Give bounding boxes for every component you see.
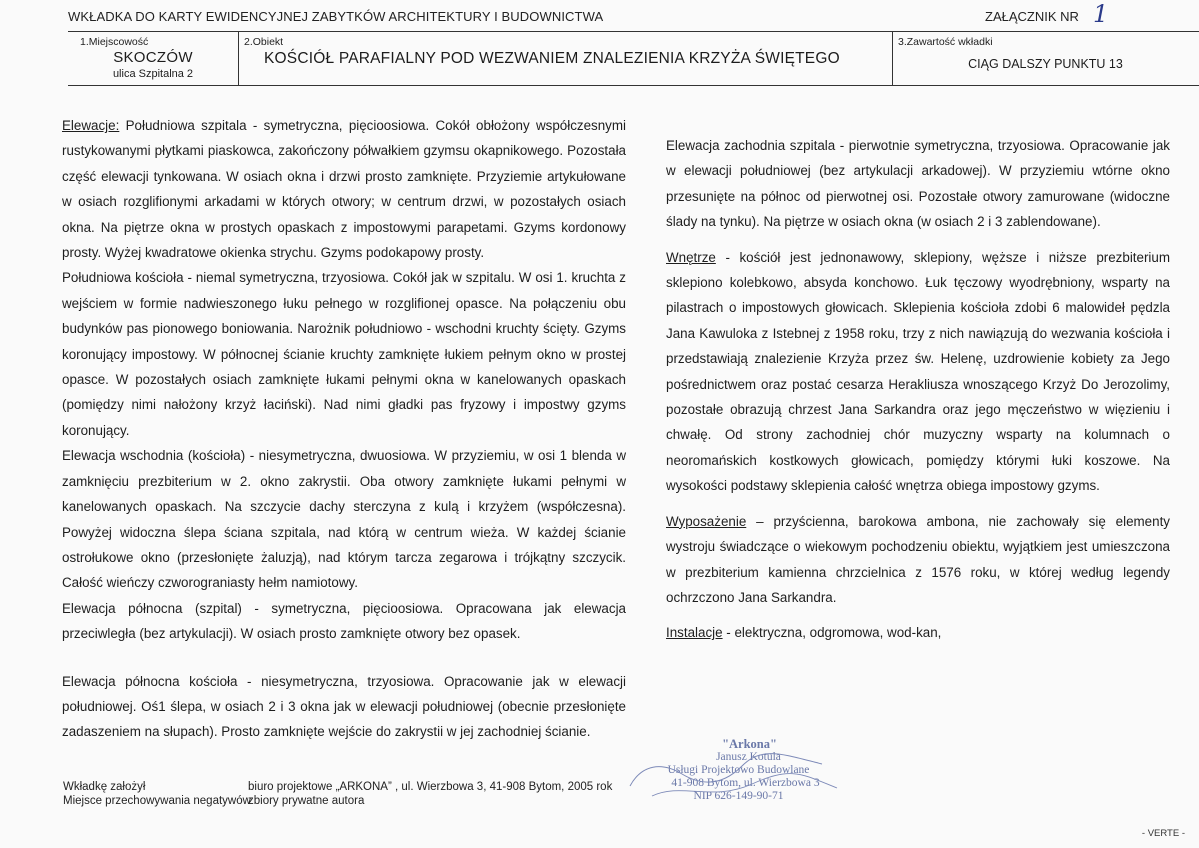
locality-label: 1.Miejscowość <box>80 36 149 48</box>
facades-south-church: Południowa kościoła - niemal symetryczna, trzyosiowa. Cokół jak w szpitalu. W osi 1. kruchta z wejściem w formie nadwieszonego łuku pełnego w rozglifionej opasce. Na połączeniu obu budynków pas pionowego boniowania. Narożnik południowo - wschodni kruchty ścięty. Gzyms koronujący impostowy. W północnej ścianie kruchty zamknięte łukiem pełnym okno w prostej opasce. W pozostałych osiach zamknięte łukami pełnymi okna w kanelowanych opaskach (pomiędzy nimi nałożony krzyż łaciński). Nad nimi gładki pas fryzowy i impostwy gzyms koronujący. <box>62 270 626 438</box>
verte-note: - VERTE - <box>1141 828 1185 839</box>
contents-value: CIĄG DALSZY PUNKTU 13 <box>968 57 1123 71</box>
stamp-line-3: Usługi Projektowo Budowlane <box>667 764 810 776</box>
installations <box>666 620 1170 645</box>
facades-south-hospital-text: Południowa szpitala - symetryczna, pięcioosiowa. Cokół obłożony współczesnymi rustykowanymi płytkami piaskowca, zakończony półwałkiem gzymsu okapnikowego. Pozostała część elewacji tynkowana. W osiach okna i drzwi prosto zamknięte. Przyziemie artykułowane w osiach rozglifionymi arkadami w których otwory; w centrum drzwi, w pozostałych osiach okna. Na piętrze okna w prostych opaskach z impostowymi parapetami. Gzyms kordonowy prosty. Wyżej kwadratowe okienka strychu. Gzyms podokapowy prosty. <box>62 118 626 261</box>
facades-south-hospital <box>62 113 626 265</box>
installations-heading: Instalacje <box>666 625 723 641</box>
facades-heading: Elewacje: <box>62 118 120 133</box>
storage-value: zbiory prywatne autora <box>248 795 365 807</box>
form-title: WKŁADKA DO KARTY EWIDENCYJNEJ ZABYTKÓW ARCHITEKTURY I BUDOWNICTWA <box>68 9 604 24</box>
facade-west-hospital: Elewacja zachodnia szpitala - pierwotnie symetryczna, trzyosiowa. Opracowanie jak w elewacji południowej (bez artykulacji arkadowej). W przyziemiu wtórne okno przesunięte na północ od pierwotnej osi. Pozostałe otwory zamurowane (widoczne ślady na tynku). Na piętrze w osiach okna (w osiach 2 i 3 zablendowane). <box>666 138 1170 230</box>
interior-heading: Wnętrze <box>666 249 716 265</box>
info-divider-1 <box>238 31 239 85</box>
facades-north-church: Elewacja północna kościoła - niesymetryczna, trzyosiowa. Opracowanie jak w elewacji południowej. Oś1 ślepa, w osiach 2 i 3 okna jak w elewacji południowej (obecnie przesłonięte zadaszeniem na słupach). Prosto zamknięte wejście do zakrystii w jej zachodniej ścianie. <box>62 673 626 740</box>
locality-street: ulica Szpitalna 2 <box>112 68 194 80</box>
furnishings <box>666 509 1170 611</box>
furnishings-text: – przyścienna, barokowa ambona, nie zachowały się elementy wystroju świadczące o wiekowym pochodzeniu obiektu, wyjątkiem jest umieszczona w prezbiterium kamienna chrzcielnica z 1576 roku, w której według legendy ochrzczono Jana Sarkandra. <box>666 513 1170 605</box>
object-name: KOŚCIÓŁ PARAFIALNY POD WEZWANIEM ZNALEZIENIA KRZYŻA ŚWIĘTEGO <box>264 50 840 67</box>
facades-north-hospital: Elewacja północna (szpital) - symetryczna, pięcioosiowa. Opracowana jak elewacja przeciwległa (bez artykulacji). W osiach prosto zamknięte otwory bez opasek. <box>62 600 626 642</box>
founded-value: biuro projektowe „ARKONA” , ul. Wierzbowa 3, 41-908 Bytom, 2005 rok <box>248 781 613 793</box>
annex-label <box>985 0 1109 28</box>
signature-mark <box>622 744 847 814</box>
stamp-line-4: 41-908 Bytom, ul. Wierzbowa 3 <box>671 777 820 789</box>
annex-number: 1 <box>1093 0 1109 28</box>
stamp-line-2: Janusz Kotula <box>716 751 781 763</box>
company-stamp <box>622 738 847 818</box>
contents-label: 3.Zawartość wkładki <box>898 36 993 48</box>
interior <box>666 245 1170 499</box>
founded-label: Wkładkę założył <box>63 781 146 793</box>
object-label: 2.Obiekt <box>244 36 284 48</box>
right-column <box>666 133 1170 646</box>
storage-label: Miejsce przechowywania negatywów <box>63 795 251 807</box>
interior-text: - kościół jest jednonawowy, sklepiony, węższe i niższe prezbiterium sklepiono kolebkowo, absyda konchowo. Łuk tęczowy wyodrębniony, wsparty na pilastrach o impostowych głowicach. Sklepienia kościoła zdobi 6 malowideł pędzla Jana Kawuloka z Istebnej z 1958 roku, trzy z nich nawiązują do wezwania kościoła i przedstawiają znalezienie Krzyża przez św. Helenę, uzdrowienie kobiety za Jego pośrednictwem oraz postać cesarza Herakliusza wnoszącego Krzyż Do Jerozolimy, pozostałe obrazują chrzest Jana Sarkandra oraz jego męczeństwo w więzieniu i chwałę. Od strony zachodniej chór muzyczny wsparty na kolumnach o neoromańskich kostkowych głowicach, pomiędzy którymi łuki koszowe. Na wysokości podstawy sklepienia całość wnętrza obiega impostowy gzyms. <box>666 249 1170 494</box>
stamp-line-1: "Arkona" <box>722 737 777 751</box>
furnishings-heading: Wyposażenie <box>666 513 747 529</box>
stamp-line-5: NIP 626-149-90-71 <box>693 790 784 802</box>
annex-label-text: ZAŁĄCZNIK NR <box>985 9 1079 24</box>
locality-name: SKOCZÓW <box>113 49 193 66</box>
installations-text: - elektryczna, odgromowa, wod-kan, <box>722 625 942 641</box>
facades-east: Elewacja wschodnia (kościoła) - niesymetryczna, dwuosiowa. W przyziemiu, w osi 1 blenda w zamknięciu prezbiterium w 2. okno zakrystii. Oba otwory zamknięte łukami pełnymi w kanelowanych opaskach. Na szczycie dachy sterczyna z kulą i krzyżem (współczesna). Powyżej widoczna ślepa ściana szpitala, nad którą w centrum wieża. W każdej ścianie ostrołukowe okno (przesłonięte żaluzją), nad którym tarcza zegarowa i trójkątny szczycik. Całość wieńczy czworograniasty hełm namiotowy. <box>62 448 626 591</box>
left-column <box>62 113 626 745</box>
